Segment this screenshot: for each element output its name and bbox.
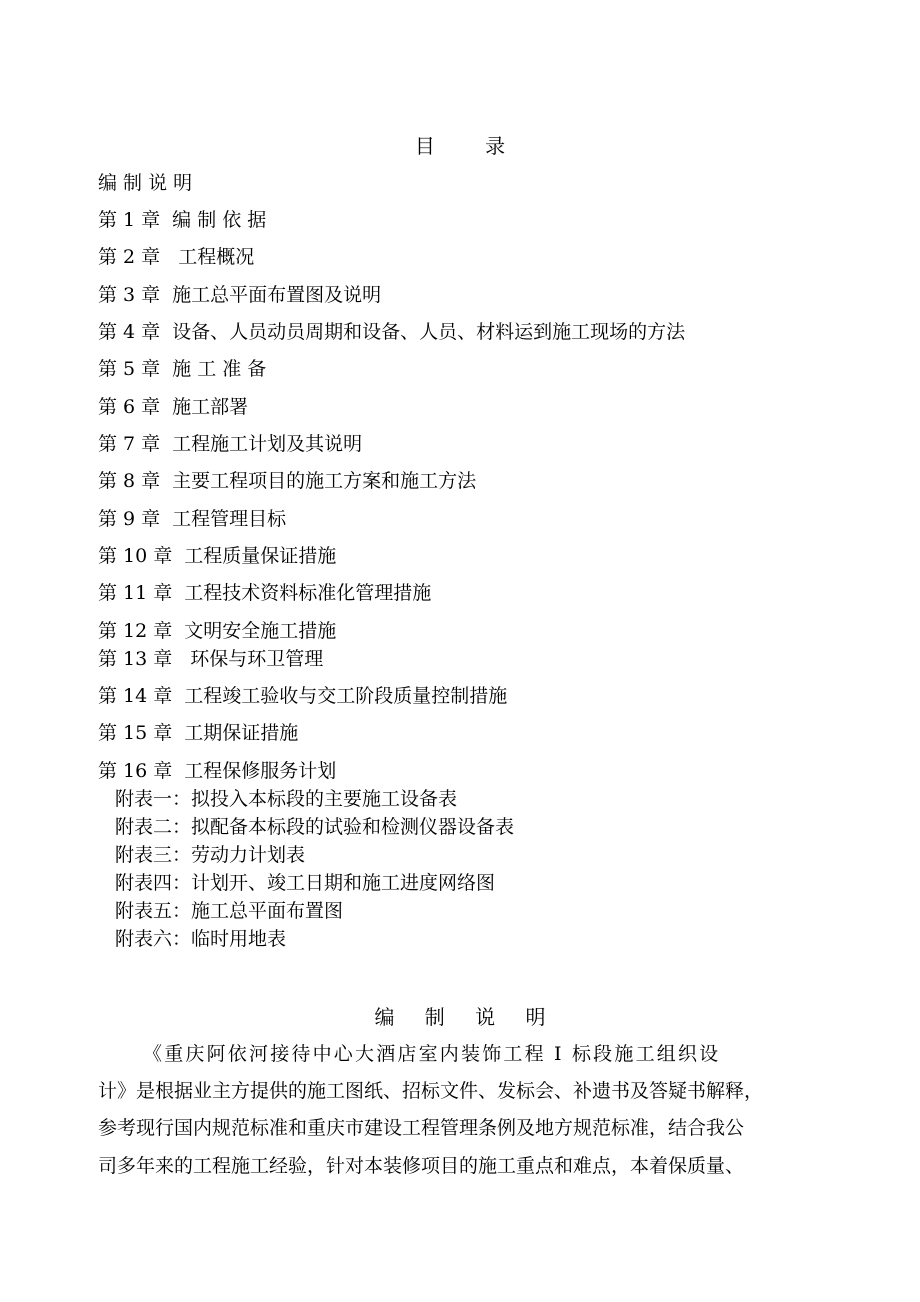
toc-entry-number: 第 6 章 (98, 396, 161, 418)
appendix-entry: 附表二：拟配备本标段的试验和检测仪器设备表 (115, 816, 515, 838)
toc-entry (98, 432, 362, 456)
toc-entry-text: 文明安全施工措施 (184, 620, 337, 642)
appendix-entry: 附表三：劳动力计划表 (115, 844, 306, 866)
toc-entry (98, 721, 298, 745)
toc-entry (98, 171, 192, 195)
toc-entry-text: 工程保修服务计划 (184, 760, 337, 782)
toc-entry-number: 第 7 章 (98, 433, 161, 455)
toc-entry-text: 主要工程项目的施工方案和施工方法 (172, 470, 477, 492)
toc-entry-number: 第 5 章 (98, 358, 161, 380)
toc-entry (98, 208, 266, 232)
toc-entry-text: 施工总平面布置图及说明 (172, 284, 382, 306)
toc-entry (98, 647, 323, 671)
toc-entry (98, 320, 685, 344)
toc-entry (98, 544, 336, 568)
toc-entry-text: 工程管理目标 (172, 508, 287, 530)
toc-entry (98, 507, 286, 531)
toc-entry-number: 第 15 章 (98, 722, 173, 744)
toc-entry-number: 第 10 章 (98, 545, 173, 567)
toc-entry-text: 编 制 依 据 (172, 209, 267, 231)
toc-entry-text: 工程质量保证措施 (184, 545, 337, 567)
toc-entry (98, 357, 266, 381)
appendix-entry: 附表六：临时用地表 (115, 928, 287, 950)
toc-entry (98, 245, 254, 269)
toc-entry-number: 第 13 章 (98, 648, 173, 670)
toc-entry-number: 第 11 章 (98, 582, 173, 604)
toc-entry-text: 环保与环卫管理 (184, 648, 324, 670)
toc-entry-text: 设备、人员动员周期和设备、人员、材料运到施工现场的方法 (172, 321, 686, 343)
toc-entry-number: 第 3 章 (98, 284, 161, 306)
toc-entry-text: 工程竣工验收与交工阶段质量控制措施 (184, 685, 508, 707)
toc-entry-number: 第 8 章 (98, 470, 161, 492)
appendix-entry: 附表一：拟投入本标段的主要施工设备表 (115, 788, 458, 810)
appendix-entry: 附表五：施工总平面布置图 (115, 900, 344, 922)
toc-entry (98, 759, 336, 783)
toc-entry-text: 工程概况 (172, 246, 255, 268)
toc-entry-text: 施工部署 (172, 396, 249, 418)
toc-entry-number: 第 12 章 (98, 620, 173, 642)
paragraph-line: 参考现行国内规范标准和重庆市建设工程管理条例及地方规范标准，结合我公 (98, 1117, 745, 1139)
toc-entry-text: 编 制 说 明 (98, 172, 193, 194)
toc-entry (98, 469, 476, 493)
toc-entry-number: 第 2 章 (98, 246, 161, 268)
toc-entry-number: 第 4 章 (98, 321, 161, 343)
section-title: 编 制 说 明 (374, 1005, 558, 1029)
toc-entry-number: 第 16 章 (98, 760, 173, 782)
paragraph-line: 计》是根据业主方提供的施工图纸、招标文件、发标会、补遗书及答疑书解释， (98, 1080, 764, 1102)
toc-entry-text: 工程施工计划及其说明 (172, 433, 363, 455)
appendix-entry: 附表四：计划开、竣工日期和施工进度网络图 (115, 872, 496, 894)
toc-entry-number: 第 1 章 (98, 209, 161, 231)
paragraph-line: 司多年来的工程施工经验，针对本装修项目的施工重点和难点，本着保质量、 (98, 1155, 745, 1177)
toc-entry (98, 395, 248, 419)
toc-entry-text: 施 工 准 备 (172, 358, 267, 380)
toc-entry (98, 684, 507, 708)
paragraph-line: 《重庆阿依河接待中心大酒店室内装饰工程 I 标段施工组织设 (143, 1043, 721, 1065)
toc-entry-number: 第 14 章 (98, 685, 173, 707)
toc-title: 目 录 (414, 134, 528, 158)
toc-entry-text: 工期保证措施 (184, 722, 299, 744)
toc-entry (98, 619, 336, 643)
toc-entry (98, 581, 431, 605)
toc-entry (98, 283, 381, 307)
toc-entry-number: 第 9 章 (98, 508, 161, 530)
toc-entry-text: 工程技术资料标准化管理措施 (184, 582, 432, 604)
